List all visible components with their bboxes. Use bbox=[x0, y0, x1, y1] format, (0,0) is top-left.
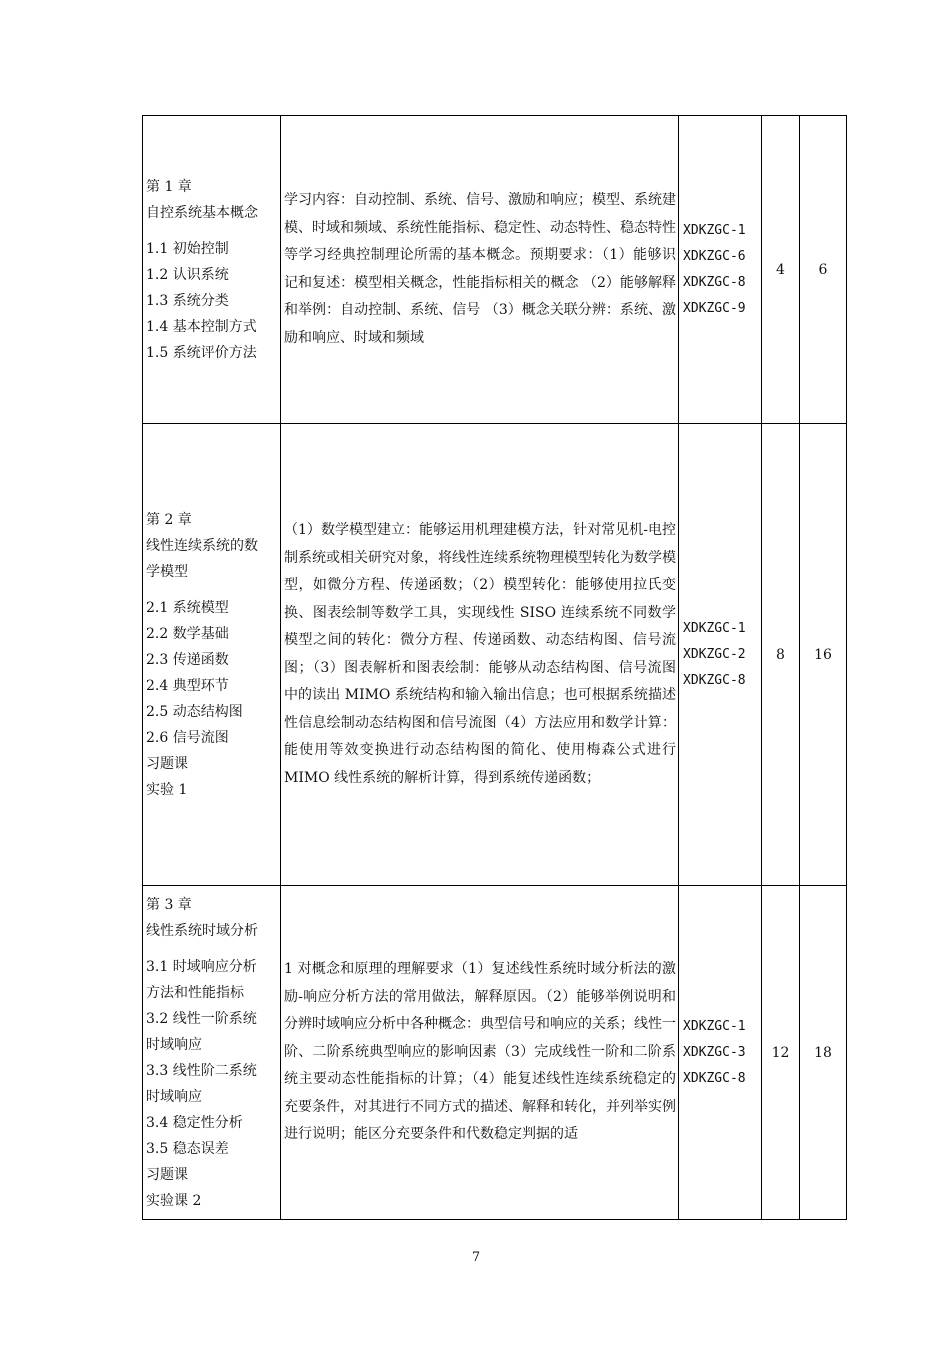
code-cell bbox=[679, 424, 762, 886]
cell-line: 2.1 系统模型 bbox=[146, 599, 229, 616]
cell-line: 线性连续系统的数 bbox=[146, 537, 258, 554]
cell-line: 1.5 系统评价方法 bbox=[146, 344, 257, 361]
code-cell bbox=[679, 116, 762, 424]
cell-line: XDKZGC-3 bbox=[683, 1044, 746, 1060]
hours-cell: 8 bbox=[762, 424, 800, 886]
cell-line: 1.4 基本控制方式 bbox=[146, 318, 257, 335]
cell-line: 实验 1 bbox=[146, 781, 188, 798]
spacer bbox=[146, 944, 280, 954]
cell-line: XDKZGC-1 bbox=[683, 222, 746, 238]
chapter-cell bbox=[143, 886, 281, 1220]
hours-cell: 4 bbox=[762, 116, 800, 424]
hours-cell: 18 bbox=[800, 886, 847, 1220]
content-cell: 学习内容：自动控制、系统、信号、激励和响应；模型、系统建模、时域和频域、系统性能指标、稳定性、动态特性、稳态特性等学习经典控制理论所需的基本概念。预期要求：（1）能够识记和复述：模型相关概念，性能指标相关的概念 （2）能够解释和举例：自动控制、系统、信号 （3）概念关联分辨：系统、激励和响应、时域和频域 bbox=[281, 116, 679, 424]
cell-line: XDKZGC-6 bbox=[683, 248, 746, 264]
cell-line: 1.2 认识系统 bbox=[146, 266, 229, 283]
cell-line: 1.1 初始控制 bbox=[146, 240, 229, 257]
cell-line: XDKZGC-1 bbox=[683, 620, 746, 636]
cell-line: 3.3 线性阶二系统 bbox=[146, 1062, 257, 1079]
cell-line: 线性系统时域分析 bbox=[146, 922, 258, 939]
table-row bbox=[143, 424, 847, 886]
cell-line: XDKZGC-8 bbox=[683, 274, 746, 290]
cell-line: 2.6 信号流图 bbox=[146, 729, 229, 746]
cell-line: 方法和性能指标 bbox=[146, 984, 244, 1001]
hours-cell: 16 bbox=[800, 424, 847, 886]
cell-line: 1.3 系统分类 bbox=[146, 292, 229, 309]
chapter-cell bbox=[143, 424, 281, 886]
cell-line: XDKZGC-1 bbox=[683, 1018, 746, 1034]
cell-line: XDKZGC-8 bbox=[683, 1070, 746, 1086]
cell-line: 时域响应 bbox=[146, 1036, 202, 1053]
cell-line: 第 3 章 bbox=[146, 896, 192, 913]
spacer bbox=[146, 226, 280, 236]
cell-line: 3.4 稳定性分析 bbox=[146, 1114, 243, 1131]
cell-line: 3.5 稳态误差 bbox=[146, 1140, 229, 1157]
cell-line: 学模型 bbox=[146, 563, 188, 580]
cell-line: 第 1 章 bbox=[146, 178, 192, 195]
table-row bbox=[143, 886, 847, 1220]
cell-line: 第 2 章 bbox=[146, 511, 192, 528]
cell-line: 自控系统基本概念 bbox=[146, 204, 258, 221]
cell-line: 3.2 线性一阶系统 bbox=[146, 1010, 257, 1027]
cell-line: XDKZGC-2 bbox=[683, 646, 746, 662]
cell-line: 3.1 时域响应分析 bbox=[146, 958, 257, 975]
table-row bbox=[143, 116, 847, 424]
cell-line: 2.5 动态结构图 bbox=[146, 703, 243, 720]
cell-line: XDKZGC-8 bbox=[683, 672, 746, 688]
cell-line: 习题课 bbox=[146, 755, 188, 772]
cell-line: 实验课 2 bbox=[146, 1192, 202, 1209]
syllabus-table bbox=[142, 115, 847, 1220]
chapter-cell bbox=[143, 116, 281, 424]
page-number: 7 bbox=[471, 1250, 481, 1265]
cell-line: 习题课 bbox=[146, 1166, 188, 1183]
spacer bbox=[146, 585, 280, 595]
cell-line: 2.4 典型环节 bbox=[146, 677, 229, 694]
code-cell bbox=[679, 886, 762, 1220]
hours-cell: 12 bbox=[762, 886, 800, 1220]
hours-cell: 6 bbox=[800, 116, 847, 424]
cell-line: 时域响应 bbox=[146, 1088, 202, 1105]
cell-line: 2.3 传递函数 bbox=[146, 651, 229, 668]
cell-line: XDKZGC-9 bbox=[683, 300, 746, 316]
content-cell: （1）数学模型建立：能够运用机理建模方法，针对常见机-电控制系统或相关研究对象，将线性连续系统物理模型转化为数学模型，如微分方程、传递函数；（2）模型转化：能够使用拉氏变换、图表绘制等数学工具，实现线性 SISO 连续系统不同数学模型之间的转化：微分方程、传递函数、动态结构图、信号流图；（3）图表解析和图表绘制：能够从动态结构图、信号流图中的读出 MIMO 系统结构和输入输出信息；也可根据系统描述性信息绘制动态结构图和信号流图（4）方法应用和数学计算：能使用等效变换进行动态结构图的简化、使用梅森公式进行 MIMO 线性系统的解析计算，得到系统传递函数； bbox=[281, 424, 679, 886]
content-cell: 1 对概念和原理的理解要求（1）复述线性系统时域分析法的激励-响应分析方法的常用做法，解释原因。（2）能够举例说明和分辨时域响应分析中各种概念：典型信号和响应的关系；线性一阶、二阶系统典型响应的影响因素（3）完成线性一阶和二阶系统主要动态性能指标的计算；（4）能复述线性连续系统稳定的充要条件，对其进行不同方式的描述、解释和转化，并列举实例进行说明；能区分充要条件和代数稳定判据的适 bbox=[281, 886, 679, 1220]
cell-line: 2.2 数学基础 bbox=[146, 625, 229, 642]
